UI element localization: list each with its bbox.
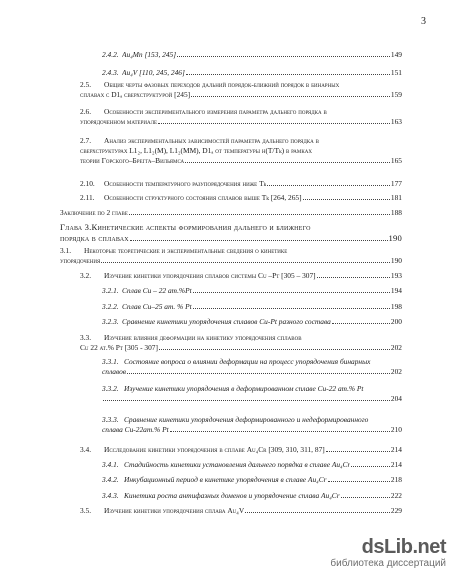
leader-dots	[326, 445, 390, 452]
toc-entry-title: Заключение по 2 главе	[60, 208, 128, 217]
toc-entry-text: Состояние вопроса о влиянии деформации на процесс упорядочения бинарных	[124, 357, 371, 366]
toc-entry-text: Общие черты фазовых переходов дальний порядок-ближний порядок в бинарных	[104, 80, 340, 89]
toc-entry-title: Cu 22 ат.% Pt [305 - 307]	[80, 343, 158, 352]
toc-entry-page: 210	[390, 425, 402, 434]
leader-dots	[317, 271, 390, 278]
toc-entry	[80, 506, 402, 516]
toc-entry-title: Стадийность кинетики установления дальнего порядка в сплаве Au₄Cr	[124, 460, 351, 469]
toc-entry-title: Инкубационный период в кинетике упорядочения в сплаве Au₄Cr	[124, 475, 327, 484]
toc-entry	[102, 491, 402, 501]
toc-entry-title: Исследование кинетики упорядочения в сплаве Au₄Cr [309, 310, 311, 87]	[104, 445, 325, 454]
toc-entry-title: Изучение кинетики упорядочения сплавов системы Cu –Pt [305 – 307]	[104, 271, 316, 280]
toc-entry	[60, 222, 402, 244]
toc-entry-page: 218	[390, 475, 402, 484]
toc-entry-number: 2.4.2.	[102, 50, 119, 59]
leader-dots	[267, 179, 390, 186]
toc-entry-page: 194	[390, 286, 402, 295]
leader-dots	[177, 50, 390, 57]
toc-entry-page: 200	[390, 317, 402, 326]
toc-entry-text: Кинетические аспекты формирования дальнего и ближнего	[91, 222, 311, 232]
toc-entry	[102, 460, 402, 470]
leader-dots	[186, 68, 390, 75]
toc-entry-number: 3.4.	[80, 445, 92, 454]
leader-dots	[193, 286, 390, 293]
toc-entry-number: 3.3.2.	[102, 384, 119, 393]
toc-entry-number: 3.2.1.	[102, 286, 119, 295]
toc-entry-page: 151	[390, 68, 402, 77]
toc-entry-number: 3.1.	[60, 246, 72, 255]
toc-entry-number: 3.3.1.	[102, 357, 119, 366]
toc-entry	[102, 50, 402, 60]
toc-entry-number: 3.2.	[80, 271, 92, 280]
leader-dots	[159, 343, 390, 350]
toc-entry	[102, 475, 402, 485]
leader-dots	[332, 317, 390, 324]
toc-entry-page: 149	[390, 50, 402, 59]
toc-entry	[80, 107, 402, 127]
toc-entry-title: Сплав Cu–25 ат. % Pt	[122, 302, 192, 311]
leader-dots	[303, 193, 390, 200]
toc-entry-number: 2.5.	[80, 80, 92, 89]
toc-entry	[80, 333, 402, 353]
leader-dots	[129, 208, 390, 215]
toc-entry-page: 181	[390, 193, 402, 202]
toc-entry	[80, 445, 402, 455]
toc-entry-number: 2.10.	[80, 179, 95, 188]
toc-entry-title: Au₄Mn [153, 245]	[122, 50, 177, 59]
toc-entry-page: 202	[390, 343, 402, 352]
toc-entry-number: 3.5.	[80, 506, 92, 515]
toc-entry	[80, 179, 402, 189]
toc-entry	[60, 246, 402, 266]
leader-dots	[158, 117, 390, 124]
toc-entry-title: Сравнение кинетики упорядочения сплавов Cu-Pt разного состава	[122, 317, 331, 326]
leader-dots	[103, 394, 390, 401]
toc-entry-title: упорядоченном материале	[80, 117, 158, 126]
toc-entry-title: Кинетика роста антифазных доменов и упорядочение сплава Au₄Cr	[124, 491, 340, 500]
toc-entry-page: 214	[390, 460, 402, 469]
leader-dots	[127, 367, 390, 374]
toc-entry-number: 2.7.	[80, 136, 92, 145]
toc-entry-page: 177	[390, 179, 402, 188]
toc-entry-text: Анализ экспериментальных зависимостей параметра дальнего порядка в	[104, 136, 319, 145]
toc-entry	[80, 271, 402, 281]
watermark-subtitle: библиотека диссертаций	[330, 558, 446, 569]
toc-entry-number: 3.3.3.	[102, 415, 119, 424]
toc-entry-number: 3.4.3.	[102, 491, 119, 500]
toc-entry-number: 3.3.	[80, 333, 92, 342]
toc-entry-page: 204	[390, 394, 402, 403]
toc-entry-title: сплава Cu-22ат.% Pt	[102, 425, 169, 434]
leader-dots	[101, 256, 390, 263]
leader-dots	[193, 302, 390, 309]
leader-dots	[351, 460, 389, 467]
toc-entry-text: Особенности экспериментального измерения параметра дальнего порядка в	[104, 107, 327, 116]
toc-entry-page: 188	[390, 208, 402, 217]
toc-entry-title: Особенности структурного состояния сплавов выше Tₖ [264, 265]	[104, 193, 302, 202]
toc-entry	[60, 208, 402, 218]
toc-entry-text: Изучение влияния деформации на кинетику упорядочения сплавов	[104, 333, 302, 342]
toc-entry	[102, 357, 402, 377]
toc-entry-title: Сплав Cu – 22 ат.%Pt	[122, 286, 192, 295]
leader-dots	[130, 234, 388, 241]
page-number: 3	[421, 16, 426, 27]
toc-entry-number: 3.4.1.	[102, 460, 119, 469]
toc-entry	[80, 136, 402, 166]
toc-entry-page: 190	[388, 233, 402, 243]
toc-entry-text: Некоторые теоретические и экспериментальные сведения о кинетике	[84, 246, 288, 255]
leader-dots	[245, 506, 390, 513]
toc-entry-page: 229	[390, 506, 402, 515]
toc-entry-number: 3.4.2.	[102, 475, 119, 484]
leader-dots	[341, 491, 390, 498]
toc-entry	[102, 68, 402, 78]
toc-entry-page: 193	[390, 271, 402, 280]
toc-entry-page: 222	[390, 491, 402, 500]
leader-dots	[191, 90, 390, 97]
toc-entry-text: Изучение кинетики упорядочения в деформированном сплаве Cu-22 ат.% Pt	[124, 384, 364, 393]
toc-entry	[102, 317, 402, 327]
toc-entry	[80, 193, 402, 203]
toc-entry-number: 2.4.3.	[102, 68, 119, 77]
toc-entry-number: 3.2.3.	[102, 317, 119, 326]
toc-entry	[80, 80, 402, 100]
leader-dots	[328, 475, 390, 482]
toc-entry-page: 198	[390, 302, 402, 311]
toc-entry-title: теории Горского–Брегга–Вильямса	[80, 156, 185, 165]
toc-entry	[102, 384, 402, 404]
toc-entry	[102, 286, 402, 296]
toc-entry-page: 163	[390, 117, 402, 126]
watermark-logo: dsLib.net	[361, 536, 446, 558]
toc-entry-title: Особенности температурного разупорядочения ниже Tₖ	[104, 179, 267, 188]
leader-dots	[185, 156, 390, 163]
toc-entry	[102, 415, 402, 435]
toc-entry	[102, 302, 402, 312]
toc-entry-page: 159	[390, 90, 402, 99]
toc-entry-number: 2.11.	[80, 193, 95, 202]
toc-entry-page: 165	[390, 156, 402, 165]
toc-entry-number: 2.6.	[80, 107, 92, 116]
watermark	[320, 536, 448, 572]
toc-entry-text: сверхструктурах L1₂, L1₂(M), L1₂(MM), D1ₐ от температуры η(T/Tₖ) в рамках	[80, 146, 312, 155]
toc-entry-title: порядка в сплавах	[60, 233, 129, 243]
toc-entry-number: 3.2.2.	[102, 302, 119, 311]
toc-entry-title: сплавах с D1ₐ сверхструктурой [245]	[80, 90, 191, 99]
toc-entry-title: Au₄V [110, 245, 246]	[122, 68, 185, 77]
toc-entry-page: 214	[390, 445, 402, 454]
toc-entry-title: Изучение кинетики упорядочения сплава Au₄V	[104, 506, 245, 515]
toc-entry-text: Сравнение кинетики упорядочения деформированного и недеформированного	[124, 415, 369, 424]
toc-entry-number: Глава 3.	[60, 222, 92, 232]
toc-entry-page: 202	[390, 367, 402, 376]
toc-entry-page: 190	[390, 256, 402, 265]
toc-entry-title: упорядочения	[60, 256, 101, 265]
toc-entry-title: сплавов	[102, 367, 126, 376]
leader-dots	[170, 425, 390, 432]
